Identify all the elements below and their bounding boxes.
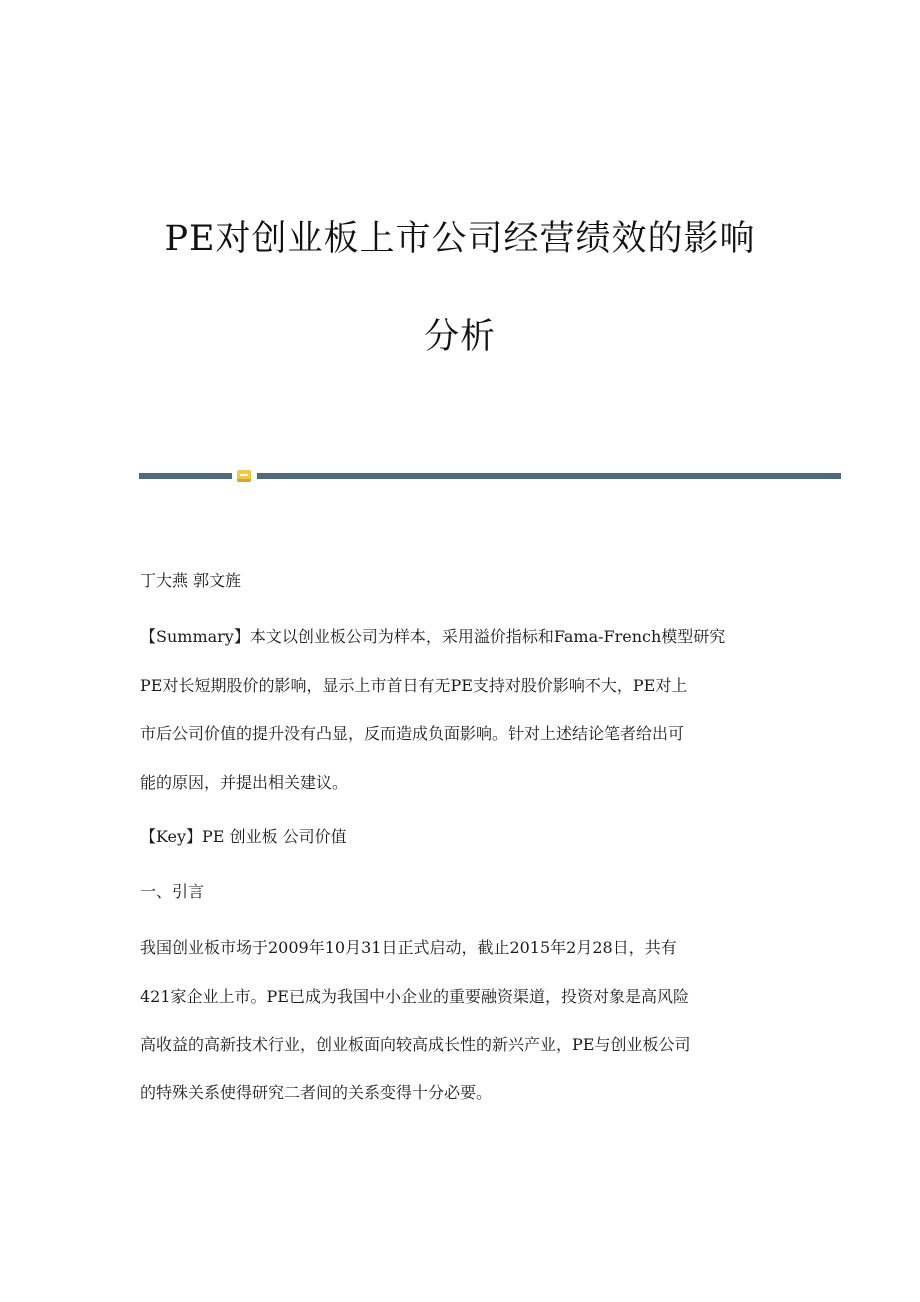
summary-line: 能的原因，并提出相关建议。: [140, 773, 349, 792]
summary-line: PE对长短期股价的影响，显示上市首日有无PE支持对股价影响不大，PE对上: [140, 676, 688, 695]
paragraph-line: 我国创业板市场于2009年10月31日正式启动，截止2015年2月28日，共有: [140, 938, 677, 957]
summary-line: 市后公司价值的提升没有凸显，反而造成负面影响。针对上述结论笔者给出可: [140, 724, 685, 743]
paragraph-line: 高收益的高新技术行业，创业板面向较高成长性的新兴产业，PE与创业板公司: [140, 1035, 691, 1054]
paragraph-line: 的特殊关系使得研究二者间的关系变得十分必要。: [140, 1083, 493, 1102]
divider-bar-left: [139, 473, 232, 479]
divider-bar-right: [257, 473, 841, 479]
document-title: PE对创业板上市公司经营绩效的影响: [164, 219, 756, 259]
summary-line: 【Summary】本文以创业板公司为样本，采用溢价指标和Fama-French模型研究: [140, 627, 726, 646]
document-title-continued: 分析: [423, 317, 496, 357]
title-divider: [139, 470, 841, 482]
section-heading: 一、引言: [140, 882, 205, 901]
divider-ornament-icon: [237, 470, 251, 482]
keywords: 【Key】PE 创业板 公司价值: [140, 827, 347, 846]
paragraph-line: 421家企业上市。PE已成为我国中小企业的重要融资渠道，投资对象是高风险: [140, 987, 689, 1006]
authors: 丁大燕 郭文旌: [140, 571, 242, 590]
